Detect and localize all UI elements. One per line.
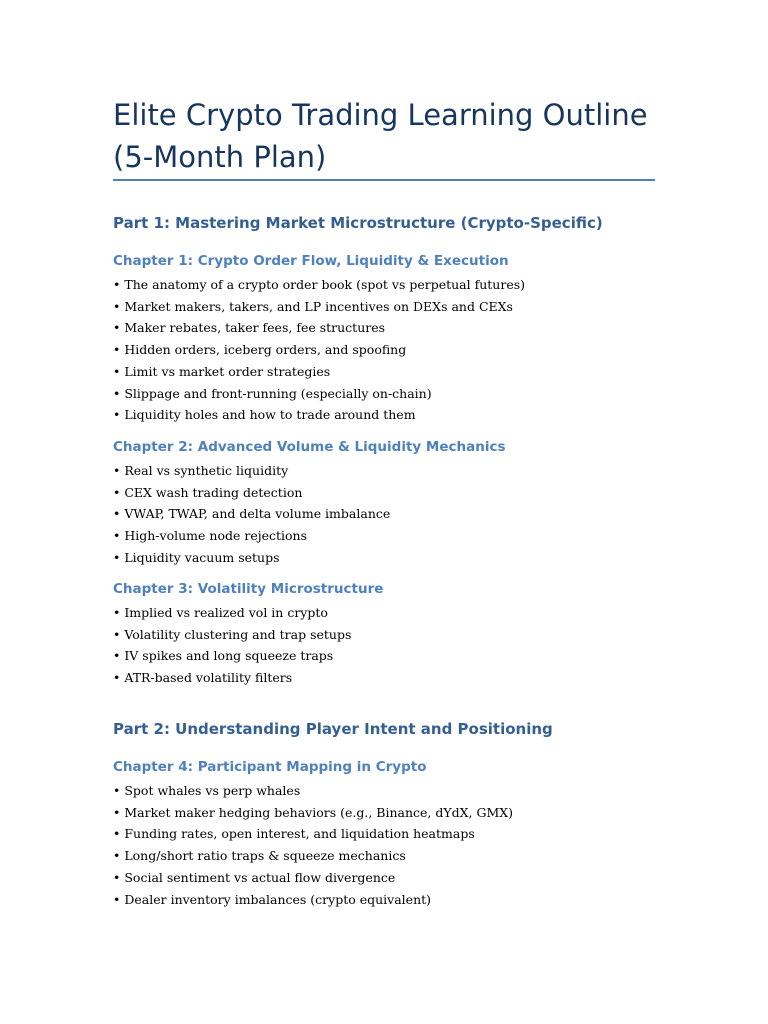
list-item-text: Liquidity holes and how to trade around them — [124, 407, 416, 423]
list-item — [113, 645, 673, 667]
bullet-glyph: • — [113, 277, 121, 292]
bullet-glyph: • — [113, 804, 121, 820]
bullet-glyph: • — [113, 549, 121, 565]
bullet-glyph: • — [113, 626, 121, 642]
list-item — [113, 667, 673, 689]
title-divider — [113, 179, 655, 181]
chapter-4-bullet-list — [113, 780, 673, 910]
bullet-glyph: • — [113, 385, 121, 401]
chapter-3-heading: Chapter 3: Volatility Microstructure — [113, 581, 384, 597]
part-1-heading: Part 1: Mastering Market Microstructure (Crypto-Specific) — [113, 214, 603, 232]
list-item-text: IV spikes and long squeeze traps — [124, 648, 334, 664]
list-item-text: ATR-based volatility filters — [124, 670, 293, 686]
list-item — [113, 547, 673, 569]
list-item — [113, 845, 673, 867]
bullet-glyph: • — [113, 298, 121, 314]
list-item — [113, 503, 673, 525]
bullet-glyph: • — [113, 848, 121, 864]
list-item-text: Slippage and front-running (especially on-chain) — [124, 385, 432, 401]
bullet-glyph: • — [113, 320, 121, 336]
list-item — [113, 823, 673, 845]
list-item — [113, 525, 673, 547]
list-item-text: Limit vs market order strategies — [124, 363, 331, 379]
list-item — [113, 339, 673, 361]
part-2-heading: Part 2: Understanding Player Intent and Positioning — [113, 720, 553, 738]
bullet-glyph: • — [113, 891, 121, 907]
bullet-glyph: • — [113, 605, 121, 620]
bullet-glyph: • — [113, 484, 121, 500]
list-item-text: Liquidity vacuum setups — [124, 549, 280, 565]
list-item — [113, 889, 673, 911]
list-item — [113, 274, 673, 296]
list-item-text: The anatomy of a crypto order book (spot vs perpetual futures) — [124, 277, 526, 292]
list-item-text: Social sentiment vs actual flow divergence — [124, 869, 396, 885]
list-item — [113, 780, 673, 802]
list-item-text: VWAP, TWAP, and delta volume imbalance — [124, 506, 391, 522]
list-item-text: Hidden orders, iceberg orders, and spoofing — [124, 342, 407, 358]
document-title: Elite Crypto Trading Learning Outline (5-Month Plan) — [113, 98, 648, 174]
chapter-2-bullet-list — [113, 460, 673, 569]
list-item-text: Market maker hedging behaviors (e.g., Binance, dYdX, GMX) — [124, 804, 514, 820]
chapter-3-section — [113, 579, 673, 689]
list-item — [113, 296, 673, 318]
list-item-text: Spot whales vs perp whales — [124, 783, 301, 798]
list-item — [113, 482, 673, 504]
bullet-glyph: • — [113, 407, 121, 423]
chapter-2-heading: Chapter 2: Advanced Volume & Liquidity Mechanics — [113, 439, 506, 455]
bullet-glyph: • — [113, 506, 121, 522]
list-item — [113, 460, 673, 482]
list-item-text: Volatility clustering and trap setups — [124, 626, 352, 642]
chapter-1-bullet-list — [113, 274, 673, 426]
bullet-glyph: • — [113, 528, 121, 544]
list-item-text: Real vs synthetic liquidity — [124, 463, 289, 478]
chapter-1-section — [113, 251, 673, 426]
chapter-4-heading: Chapter 4: Participant Mapping in Crypto — [113, 759, 427, 775]
list-item — [113, 802, 673, 824]
bullet-glyph: • — [113, 363, 121, 379]
list-item-text: Implied vs realized vol in crypto — [124, 605, 328, 620]
list-item-text: Dealer inventory imbalances (crypto equivalent) — [124, 891, 432, 907]
chapter-2-section — [113, 437, 673, 569]
list-item-text: CEX wash trading detection — [124, 484, 303, 500]
list-item-text: High-volume node rejections — [124, 528, 308, 544]
list-item — [113, 383, 673, 405]
list-item — [113, 404, 673, 426]
list-item-text: Long/short ratio traps & squeeze mechanics — [124, 848, 406, 864]
bullet-glyph: • — [113, 783, 121, 798]
list-item — [113, 624, 673, 646]
list-item — [113, 602, 673, 624]
chapter-3-bullet-list — [113, 602, 673, 689]
bullet-glyph: • — [113, 670, 121, 686]
list-item-text: Maker rebates, taker fees, fee structures — [124, 320, 386, 336]
list-item — [113, 361, 673, 383]
list-item — [113, 317, 673, 339]
bullet-glyph: • — [113, 826, 121, 842]
list-item-text: Market makers, takers, and LP incentives on DEXs and CEXs — [124, 298, 513, 314]
bullet-glyph: • — [113, 869, 121, 885]
bullet-glyph: • — [113, 648, 121, 664]
bullet-glyph: • — [113, 463, 121, 478]
list-item — [113, 867, 673, 889]
chapter-1-heading: Chapter 1: Crypto Order Flow, Liquidity & Execution — [113, 253, 509, 269]
chapter-4-section — [113, 757, 673, 910]
list-item-text: Funding rates, open interest, and liquidation heatmaps — [124, 826, 475, 842]
bullet-glyph: • — [113, 342, 121, 358]
